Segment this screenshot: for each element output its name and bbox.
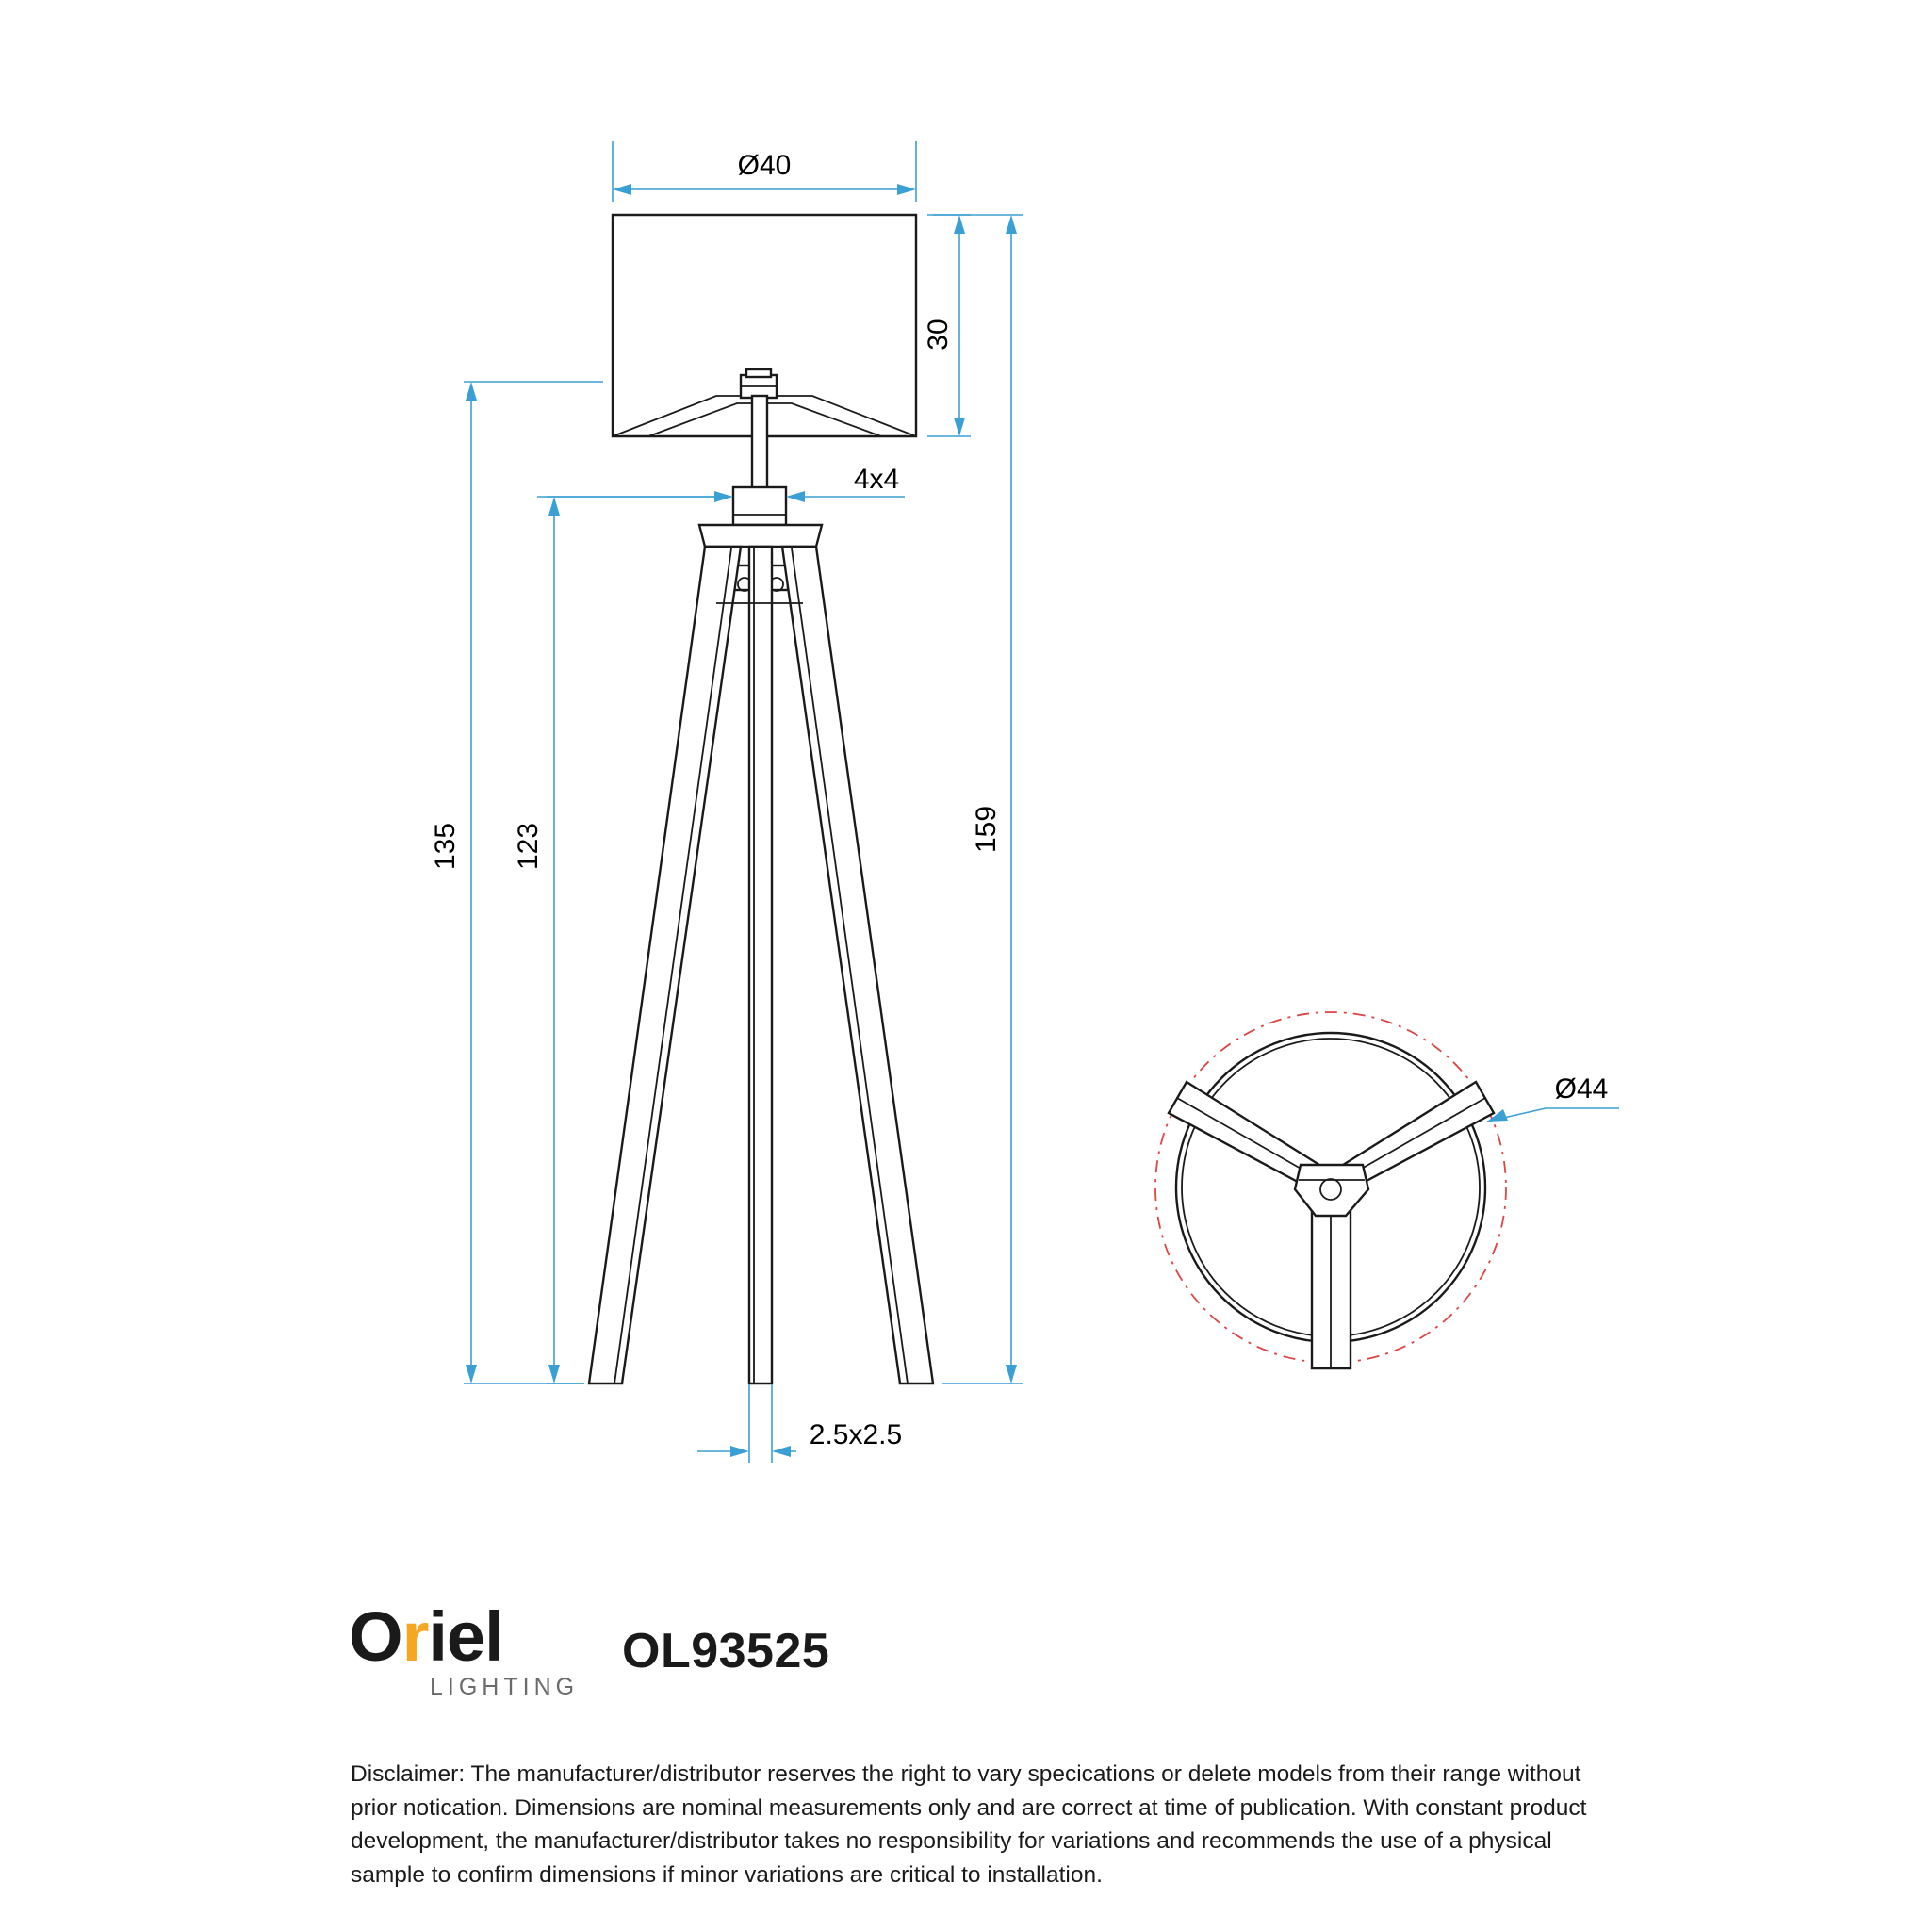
dim-label-shade-diameter: Ø40	[737, 150, 792, 181]
leg-right	[782, 547, 933, 1384]
dim-shade-diameter	[613, 141, 916, 202]
leg-right-inner	[792, 548, 908, 1384]
dim-label-135: 135	[430, 822, 461, 871]
dim-base-spread	[1487, 1073, 1619, 1122]
dim-height-135	[430, 382, 603, 1384]
dim-label-123: 123	[513, 822, 544, 871]
front-elevation-view	[589, 215, 933, 1384]
model-code: OL93525	[622, 1624, 830, 1678]
tripod-top-plate	[699, 525, 822, 547]
dim-label-stem-section: 4x4	[853, 464, 900, 495]
dim-height-159	[933, 215, 1023, 1384]
disclaimer-text: Disclaimer: The manufacturer/distributor reserves the right to vary specications or delete models from their range without prior notication. Dimensions are nominal measurements only and are correct at time of publication. With constant product development, the manufacturer/distributor takes no responsibility for variations and recommends the use of a physical sample to confirm dimensions if minor variations are critical to installation.	[351, 1761, 1587, 1888]
socket-collar	[746, 369, 771, 377]
dim-shade-height	[923, 215, 971, 436]
dim-leg-section	[697, 1384, 902, 1463]
brand-letter-o: O	[349, 1597, 402, 1676]
leg-center	[749, 547, 772, 1384]
dim-label-leg-section: 2.5x2.5	[809, 1419, 903, 1450]
brand-letters-iel: iel	[428, 1597, 503, 1676]
dim-label-shade-height: 30	[923, 319, 954, 351]
leg-left	[589, 547, 741, 1384]
brand-letter-r: r	[401, 1597, 429, 1676]
tripod-head-block	[733, 487, 786, 525]
dim-label-base-spread: Ø44	[1554, 1073, 1609, 1105]
leg-left-inner	[614, 548, 731, 1384]
stem-rod	[752, 396, 767, 490]
brand-subtitle: LIGHTING	[430, 1674, 580, 1700]
dim-label-159: 159	[971, 805, 1002, 854]
